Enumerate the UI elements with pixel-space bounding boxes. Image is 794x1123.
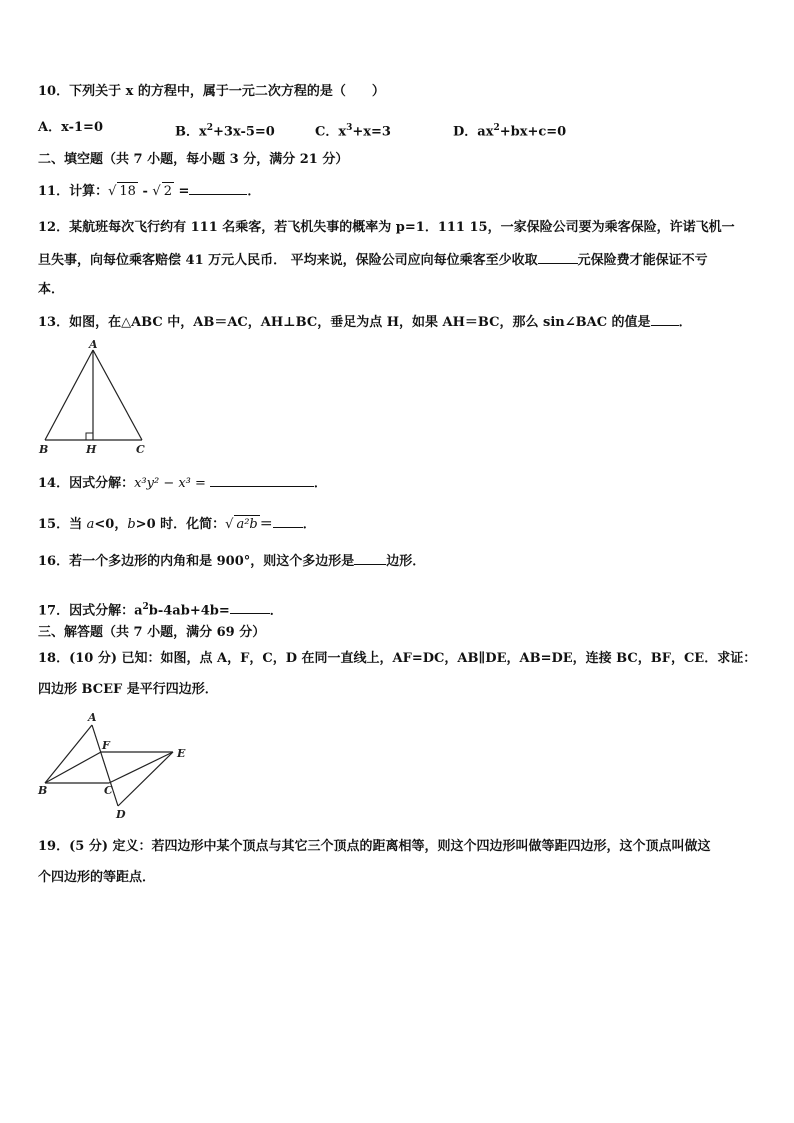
q18-line-2: 四边形 BCEF 是平行四边形． <box>38 682 218 697</box>
q10-option-b: B．$x^2+3x-5=0$ <box>175 123 275 140</box>
q19-line-1: 19．(5 分) 定义：若四边形中某个顶点与其它三个顶点的距离相等，则这个四边形叫做等距四边形，这个顶点叫做这 <box>38 839 711 854</box>
q11-answer-blank[interactable] <box>189 181 247 195</box>
q17-answer-blank[interactable] <box>230 600 270 614</box>
q18-quadrilateral-figure <box>36 710 192 822</box>
q12-line-3: 本． <box>38 282 65 297</box>
q18-line-1: 18．(10 分) 已知：如图，点 A，F，C，D 在同一直线上，AF=DC，AB∥DE，AB=DE，连接 BC，BF，CE．求证： <box>38 651 757 666</box>
q18-label-b: B <box>38 784 48 797</box>
q16: 16．若一个多边形的内角和是 900°，则这个多边形是 边形． <box>38 551 425 571</box>
q18-label-d: D <box>116 808 126 821</box>
q15: 15．当 a<0，b>0 时．化简：√ a²b ＝ ． <box>38 514 316 534</box>
q10-stem: 10．下列关于 x 的方程中，属于一元二次方程的是（ ） <box>38 84 385 99</box>
q18-label-e: E <box>177 747 186 760</box>
section-2-heading: 二、填空题（共 7 小题，每小题 3 分，满分 21 分） <box>38 152 349 167</box>
q19-line-2: 个四边形的等距点． <box>38 870 156 885</box>
q16-answer-blank[interactable] <box>354 551 386 565</box>
q14-answer-blank[interactable] <box>210 473 314 487</box>
q13-triangle-figure <box>38 338 150 460</box>
q11: 11．计算：√ 18 - √ 2 = ． <box>38 181 260 201</box>
q18-label-a: A <box>88 711 97 724</box>
q17: 17．因式分解：$a^2b-4ab+4b=$ ． <box>38 602 283 619</box>
q12-answer-blank[interactable] <box>538 250 578 264</box>
q18-label-f: F <box>102 739 110 752</box>
q15-answer-blank[interactable] <box>273 514 303 528</box>
q13-label-h: H <box>86 443 97 456</box>
section-3-heading: 三、解答题（共 7 小题，满分 69 分） <box>38 625 266 640</box>
q12-line-2: 旦失事，向每位乘客赔偿 41 万元人民币． 平均来说，保险公司应向每位乘客至少收取 元保险费才能保证不亏 <box>38 250 708 270</box>
q18-label-c: C <box>104 784 113 797</box>
q14: 14．因式分解：x³y² − x³ = ． <box>38 473 327 493</box>
q13: 13．如图，在△ABC 中，AB＝AC，AH⊥BC，垂足为点 H，如果 AH＝BC，那么 sin∠BAC 的值是 ． <box>38 312 692 332</box>
q13-label-a: A <box>89 338 98 351</box>
q10-option-c: C．$x^3+x=3$ <box>315 123 391 140</box>
q13-label-b: B <box>39 443 49 456</box>
q13-answer-blank[interactable] <box>651 312 679 326</box>
q12-line-1: 12．某航班每次飞行约有 111 名乘客，若飞机失事的概率为 p=1．111 15，一家保险公司要为乘客保险，许诺飞机一 <box>38 220 735 235</box>
q10-option-a: A．x-1=0 <box>38 120 103 135</box>
q13-label-c: C <box>136 443 145 456</box>
q10-option-d: D．$ax^2+bx+c=0$ <box>453 123 567 140</box>
